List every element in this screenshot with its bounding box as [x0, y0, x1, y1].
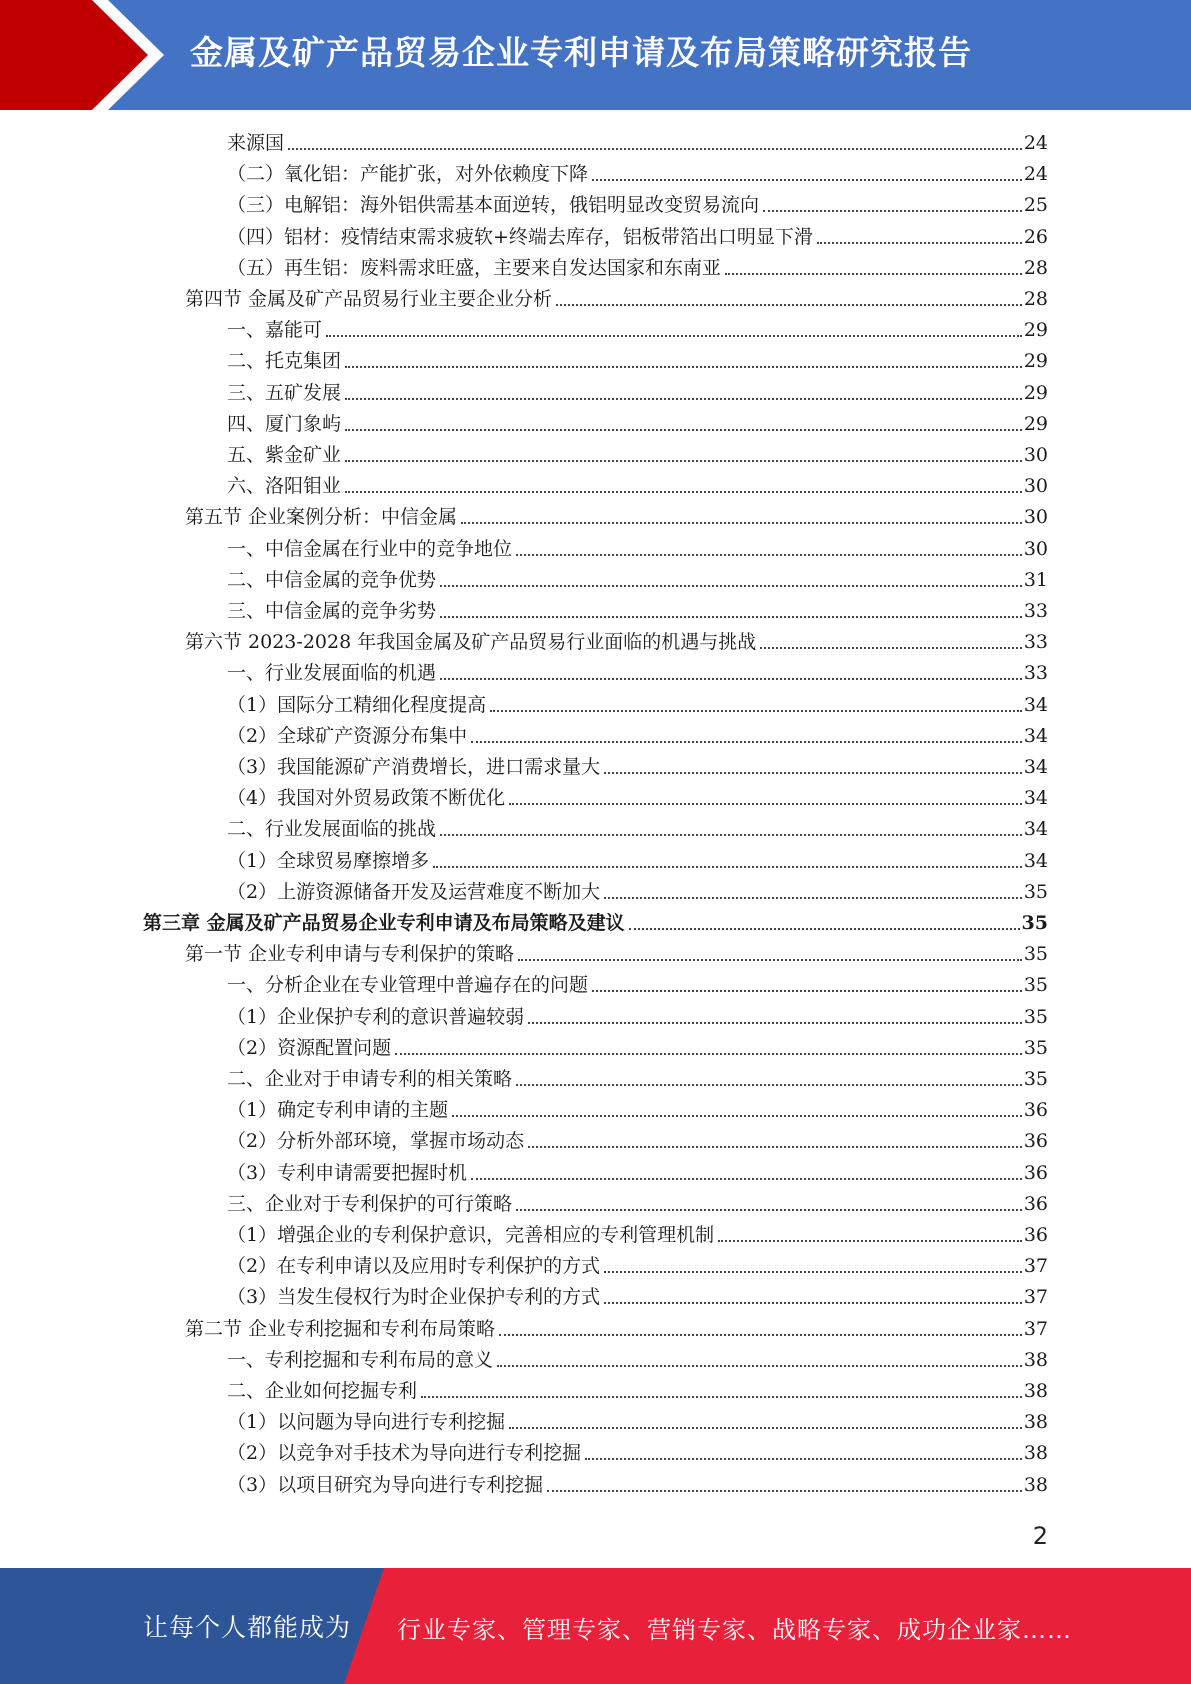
toc-entry-page: 33 [1023, 600, 1048, 622]
toc-entry[interactable] [185, 1314, 1048, 1345]
toc-entry-title: 一、行业发展面临的机遇 [227, 662, 437, 685]
toc-entry-page: 25 [1023, 194, 1048, 217]
toc-entry-page: 38 [1023, 1380, 1048, 1402]
toc-entry-page: 31 [1023, 568, 1048, 591]
toc-dot-leader [592, 179, 1022, 181]
toc-entry[interactable] [227, 1345, 1048, 1376]
toc-dot-leader [345, 491, 1022, 493]
toc-dot-leader [518, 959, 1022, 961]
toc-dot-leader [629, 928, 1020, 930]
toc-entry-title: 六、洛阳钼业 [227, 475, 342, 498]
toc-entry[interactable] [227, 846, 1048, 877]
toc-entry[interactable] [227, 315, 1048, 346]
toc-dot-leader [516, 554, 1022, 556]
toc-entry[interactable] [227, 159, 1048, 190]
toc-entry-page: 26 [1023, 225, 1048, 248]
toc-entry[interactable] [185, 627, 1048, 658]
toc-entry-page: 35 [1023, 1005, 1048, 1028]
page-footer [0, 1568, 1191, 1684]
toc-entry-page: 35 [1023, 1036, 1048, 1059]
toc-entry-title: （2）全球矿产资源分布集中 [227, 724, 468, 747]
toc-entry[interactable] [227, 190, 1048, 221]
toc-entry-page: 34 [1023, 849, 1048, 872]
toc-dot-leader [509, 1427, 1022, 1429]
toc-entry[interactable] [185, 284, 1048, 315]
toc-entry-page: 35 [1023, 974, 1048, 997]
toc-entry-title: （四）铝材：疫情结束需求疲软+终端去库存，铝板带箔出口明显下滑 [227, 225, 813, 248]
toc-entry[interactable] [227, 1470, 1048, 1501]
toc-entry-title: （1）增强企业的专利保护意识，完善相应的专利管理机制 [227, 1224, 715, 1246]
toc-entry-title: 三、中信金属的竞争劣势 [227, 600, 437, 622]
toc-dot-leader [461, 522, 1022, 524]
toc-entry-page: 29 [1023, 350, 1048, 373]
toc-entry[interactable] [143, 908, 1048, 939]
toc-entry-page: 34 [1023, 818, 1048, 841]
toc-dot-leader [604, 897, 1022, 899]
toc-entry[interactable] [227, 378, 1048, 409]
toc-dot-leader [433, 866, 1022, 868]
toc-entry-page: 36 [1023, 1161, 1048, 1184]
toc-entry[interactable] [227, 1095, 1048, 1126]
toc-entry-page: 29 [1023, 412, 1048, 435]
toc-entry-title: 一、中信金属在行业中的竞争地位 [227, 537, 513, 560]
toc-entry-page: 36 [1023, 1099, 1048, 1122]
toc-dot-leader [440, 678, 1022, 680]
toc-dot-leader [604, 772, 1022, 774]
toc-entry-title: （1）确定专利申请的主题 [227, 1099, 449, 1122]
toc-dot-leader [345, 460, 1022, 462]
toc-entry-title: 四、厦门象屿 [227, 412, 342, 435]
toc-entry-title: 二、行业发展面临的挑战 [227, 818, 437, 841]
toc-entry-title: （2）分析外部环境，掌握市场动态 [227, 1130, 525, 1153]
toc-entry[interactable] [227, 1126, 1048, 1157]
toc-dot-leader [516, 1084, 1022, 1086]
footer-slogan-right: 行业专家、管理专家、营销专家、战略专家、成功企业家…… [397, 1616, 1072, 1644]
toc-entry[interactable] [227, 1376, 1048, 1407]
toc-entry-title: 第五节 企业案例分析：中信金属 [185, 506, 458, 529]
toc-entry-title: 第四节 金属及矿产品贸易行业主要企业分析 [185, 288, 553, 310]
footer-slogan-left: 让每个人都能成为 [143, 1613, 352, 1642]
toc-entry-title: （3）我国能源矿产消费增长，进口需求量大 [227, 756, 601, 778]
toc-entry[interactable] [185, 939, 1048, 970]
toc-entry-title: 一、分析企业在专业管理中普遍存在的问题 [227, 974, 589, 997]
toc-entry[interactable] [227, 752, 1048, 783]
toc-dot-leader [817, 242, 1022, 244]
toc-entry-title: （2）资源配置问题 [227, 1036, 392, 1059]
toc-dot-leader [718, 1240, 1022, 1242]
toc-entry-title: 第二节 企业专利挖掘和专利布局策略 [185, 1317, 496, 1340]
toc-entry-page: 35 [1023, 1068, 1048, 1090]
page-number: 2 [1032, 1522, 1048, 1550]
toc-entry[interactable] [227, 1033, 1048, 1064]
toc-entry-title: （2）以竞争对手技术为导向进行专利挖掘 [227, 1442, 582, 1465]
toc-entry-page: 34 [1023, 756, 1048, 778]
toc-entry-page: 35 [1023, 943, 1048, 966]
toc-dot-leader [547, 1490, 1022, 1492]
toc-entry-page: 35 [1023, 880, 1048, 903]
toc-dot-leader [440, 585, 1022, 587]
toc-entry-title: 第一节 企业专利申请与专利保护的策略 [185, 943, 515, 966]
toc-entry-page: 24 [1023, 132, 1048, 154]
toc-entry-page: 38 [1023, 1473, 1048, 1496]
toc-entry-title: （3）以项目研究为导向进行专利挖掘 [227, 1473, 544, 1496]
toc-entry[interactable] [227, 783, 1048, 814]
toc-entry[interactable] [227, 970, 1048, 1001]
toc-entry-title: （1）全球贸易摩擦增多 [227, 849, 430, 872]
toc-entry-title: （4）我国对外贸易政策不断优化 [227, 787, 506, 810]
toc-entry-title: 二、企业对于申请专利的相关策略 [227, 1068, 513, 1090]
toc-entry-title: （1）国际分工精细化程度提高 [227, 693, 487, 716]
toc-entry-page: 29 [1023, 381, 1048, 404]
toc-entry-page: 35 [1021, 912, 1048, 934]
report-title: 金属及矿产品贸易企业专利申请及布局策略研究报告 [190, 33, 972, 72]
toc-dot-leader [763, 210, 1022, 212]
toc-dot-leader [288, 148, 1022, 150]
toc-entry-title: 二、企业如何挖掘专利 [227, 1380, 418, 1402]
toc-dot-leader [395, 1053, 1022, 1055]
toc-entry-title: 三、企业对于专利保护的可行策略 [227, 1192, 513, 1215]
toc-dot-leader [345, 366, 1022, 368]
toc-entry-title: 一、专利挖掘和专利布局的意义 [227, 1348, 494, 1371]
toc-dot-leader [528, 1022, 1022, 1024]
toc-entry-title: 一、嘉能可 [227, 319, 323, 342]
toc-dot-leader [326, 335, 1022, 337]
page-header [0, 0, 1191, 110]
toc-dot-leader [452, 1115, 1022, 1117]
toc-entry-title: （1）企业保护专利的意识普遍较弱 [227, 1005, 525, 1028]
toc-entry[interactable] [227, 1220, 1048, 1251]
toc-dot-leader [592, 990, 1022, 992]
toc-entry-title: （三）电解铝：海外铝供需基本面逆转，俄铝明显改变贸易流向 [227, 194, 760, 217]
toc-entry[interactable] [227, 721, 1048, 752]
toc-entry-title: 来源国 [227, 132, 285, 154]
toc-entry-title: （2）上游资源储备开发及运营难度不断加大 [227, 880, 601, 903]
toc-entry-page: 37 [1023, 1286, 1048, 1309]
toc-entry[interactable] [227, 565, 1048, 596]
toc-entry-page: 24 [1023, 163, 1048, 186]
toc-entry-page: 38 [1023, 1411, 1048, 1434]
toc-dot-leader [725, 273, 1022, 275]
toc-entry-title: 第六节 2023-2028 年我国金属及矿产品贸易行业面临的机遇与挑战 [185, 631, 757, 654]
toc-dot-leader [490, 710, 1022, 712]
toc-entry-page: 30 [1023, 537, 1048, 560]
toc-entry[interactable] [227, 596, 1048, 627]
toc-entry[interactable] [227, 658, 1048, 689]
toc-entry-title: 三、五矿发展 [227, 381, 342, 404]
toc-dot-leader [440, 616, 1022, 618]
toc-entry[interactable] [227, 1064, 1048, 1095]
toc-entry[interactable] [227, 222, 1048, 253]
toc-entry[interactable] [227, 690, 1048, 721]
toc-entry[interactable] [227, 814, 1048, 845]
toc-entry[interactable] [227, 1158, 1048, 1189]
toc-dot-leader [556, 304, 1022, 306]
toc-entry[interactable] [227, 409, 1048, 440]
toc-entry-page: 36 [1023, 1130, 1048, 1153]
toc-entry-title: （五）再生铝：废料需求旺盛，主要来自发达国家和东南亚 [227, 256, 722, 279]
toc-entry-title: 二、托克集团 [227, 350, 342, 373]
toc-entry-page: 37 [1023, 1317, 1048, 1340]
toc-entry-page: 38 [1023, 1348, 1048, 1371]
toc-entry-title: 五、紫金矿业 [227, 444, 342, 466]
toc-entry[interactable] [227, 1407, 1048, 1438]
toc-entry-page: 28 [1023, 288, 1048, 310]
toc-dot-leader [516, 1209, 1022, 1211]
toc-entry-title: （二）氧化铝：产能扩张，对外依赖度下降 [227, 163, 589, 186]
toc-entry[interactable] [227, 440, 1048, 471]
toc-entry-page: 37 [1023, 1255, 1048, 1278]
toc-dot-leader [440, 834, 1022, 836]
toc-entry-title: （3）当发生侵权行为时企业保护专利的方式 [227, 1286, 601, 1309]
toc-entry-page: 34 [1023, 787, 1048, 810]
toc-dot-leader [585, 1458, 1022, 1460]
toc-entry-title: （2）在专利申请以及应用时专利保护的方式 [227, 1255, 601, 1278]
toc-dot-leader [760, 647, 1022, 649]
toc-entry-title: 二、中信金属的竞争优势 [227, 568, 437, 591]
toc-entry[interactable] [227, 1189, 1048, 1220]
toc-entry-page: 33 [1023, 662, 1048, 685]
toc-entry[interactable] [227, 471, 1048, 502]
toc-dot-leader [528, 1146, 1022, 1148]
toc-entry[interactable] [227, 1282, 1048, 1313]
toc-entry-title: （1）以问题为导向进行专利挖掘 [227, 1411, 506, 1434]
toc-entry-page: 30 [1023, 444, 1048, 466]
toc-entry[interactable] [227, 128, 1048, 159]
toc-entry[interactable] [227, 1438, 1048, 1469]
toc-dot-leader [471, 1178, 1022, 1180]
toc-entry-page: 29 [1023, 319, 1048, 342]
toc-entry-page: 34 [1023, 693, 1048, 716]
toc-entry-page: 28 [1023, 256, 1048, 279]
toc-dot-leader [345, 429, 1022, 431]
toc-entry-page: 34 [1023, 724, 1048, 747]
toc-entry[interactable] [227, 346, 1048, 377]
toc-entry[interactable] [227, 877, 1048, 908]
toc-entry-page: 36 [1023, 1224, 1048, 1246]
toc-entry-page: 30 [1023, 506, 1048, 529]
toc-entry-page: 36 [1023, 1192, 1048, 1215]
toc-dot-leader [421, 1396, 1022, 1398]
toc-entry[interactable] [227, 1002, 1048, 1033]
toc-dot-leader [509, 803, 1022, 805]
toc-entry-page: 33 [1023, 631, 1048, 654]
toc-dot-leader [499, 1334, 1022, 1336]
toc-dot-leader [345, 398, 1022, 400]
toc-dot-leader [604, 1271, 1022, 1273]
toc-entry-title: （3）专利申请需要把握时机 [227, 1161, 468, 1184]
toc-entry-page: 38 [1023, 1442, 1048, 1465]
toc-entry[interactable] [227, 1251, 1048, 1282]
toc-entry-title: 第三章 金属及矿产品贸易企业专利申请及布局策略及建议 [143, 912, 625, 934]
toc-entry[interactable] [227, 534, 1048, 565]
toc-dot-leader [604, 1302, 1022, 1304]
toc-dot-leader [497, 1365, 1022, 1367]
toc-entry-page: 30 [1023, 475, 1048, 498]
toc-dot-leader [471, 741, 1022, 743]
toc-entry[interactable] [185, 502, 1048, 533]
toc-entry[interactable] [227, 253, 1048, 284]
